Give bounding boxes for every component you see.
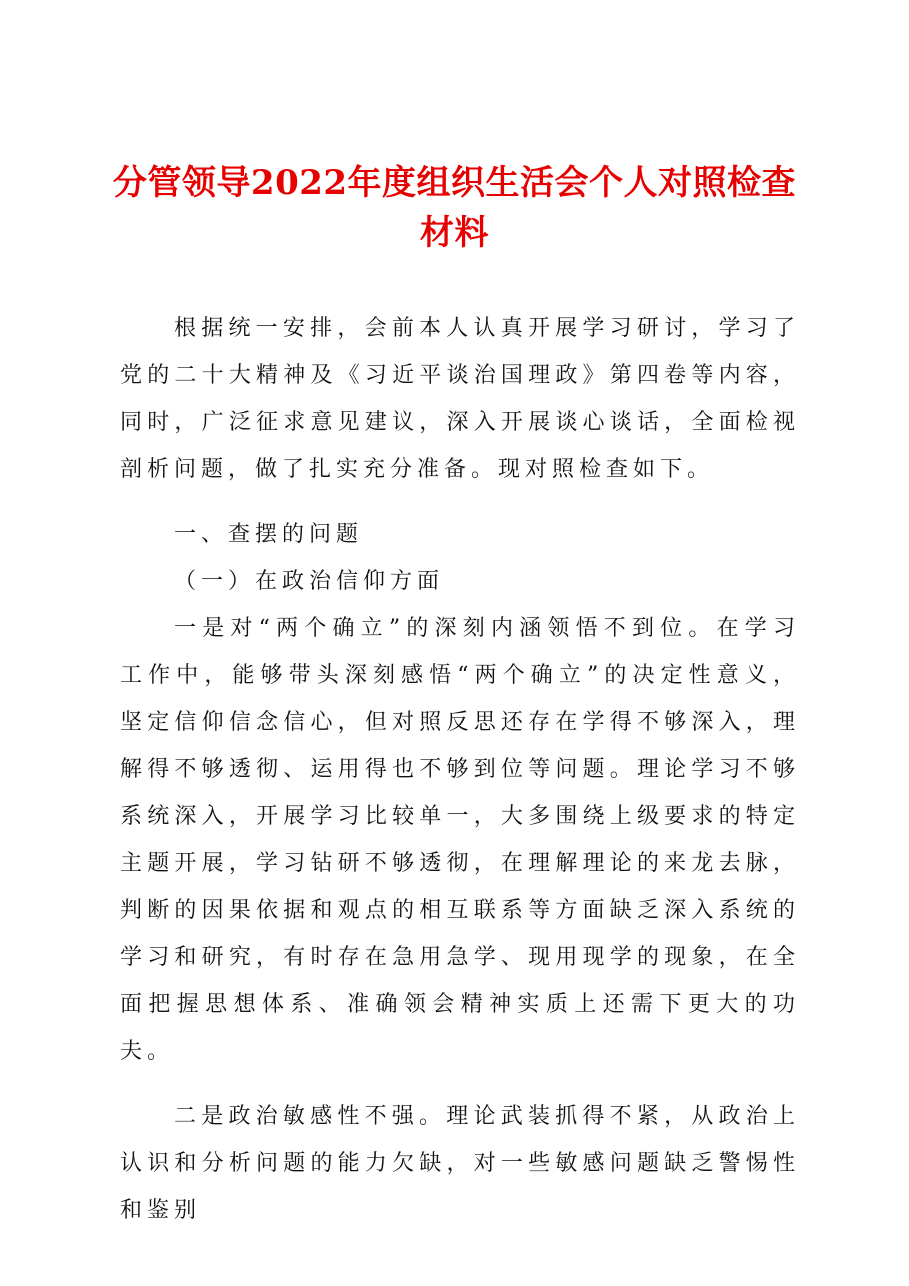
paragraph-gap bbox=[120, 493, 800, 511]
paragraph-point-one: 一是对“两个确立”的深刻内涵领悟不到位。在学习工作中，能够带头深刻感悟“两个确立”的决定性意义，坚定信仰信念信心，但对照反思还存在学得不够深入，理解得不够透彻、运用得也不够到位等问题。理论学习不够系统深入，开展学习比较单一，大多围绕上级要求的特定主题开展，学习钻研不够透彻，在理解理论的来龙去脉，判断的因果依据和观点的相互联系等方面缺乏深入系统的学习和研究，有时存在急用急学、现用现学的现象，在全面把握思想体系、准确领会精神实质上还需下更大的功夫。 bbox=[120, 616, 800, 1064]
intro-paragraph: 根据统一安排，会前本人认真开展学习研讨，学习了党的二十大精神及《习近平谈治国理政》第四卷等内容，同时，广泛征求意见建议，深入开展谈心谈话，全面检视剖析问题，做了扎实充分准备。现对照检查如下。 bbox=[120, 316, 800, 482]
paragraph-gap bbox=[120, 1075, 800, 1093]
paragraph-point-two: 二是政治敏感性不强。理论武装抓得不紧，从政治上认识和分析问题的能力欠缺，对一些敏感问题缺乏警惕性和鉴别 bbox=[120, 1104, 800, 1223]
document-title-line-2: 材料 bbox=[420, 213, 489, 253]
document-title-line-1: 分管领导2022年度组织生活会个人对照检查 bbox=[112, 163, 797, 203]
sub-heading-political-belief: （一）在政治信仰方面 bbox=[174, 569, 445, 594]
section-heading-problems: 一、查摆的问题 bbox=[174, 522, 364, 547]
document-body bbox=[120, 305, 800, 1234]
